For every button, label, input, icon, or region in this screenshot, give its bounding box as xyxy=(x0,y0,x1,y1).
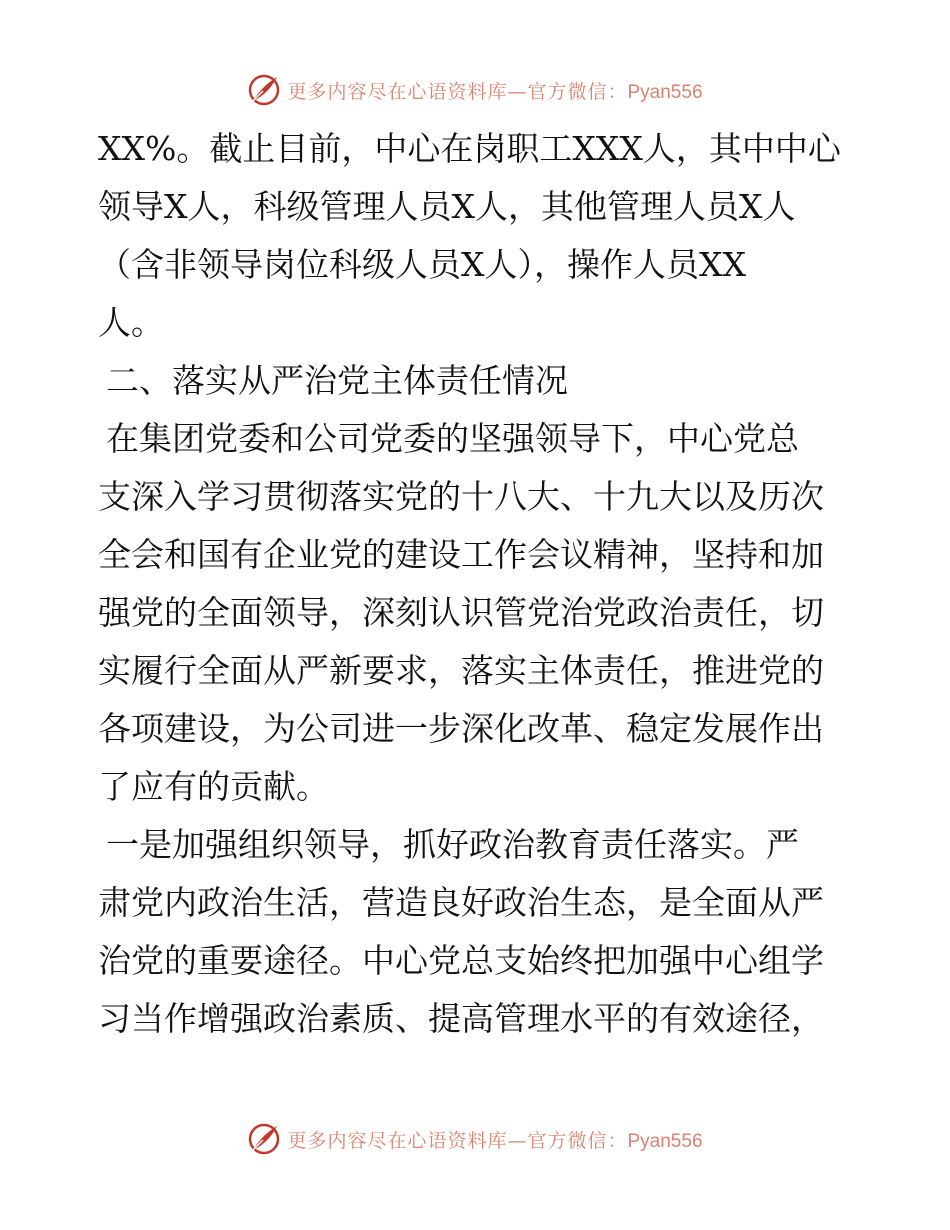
text-line: 了应有的贡献。 xyxy=(98,767,329,806)
text-line: （含非领导岗位科级人员X人），操作人员XX xyxy=(98,245,746,284)
text-line: 强党的全面领导，深刻认识管党治党政治责任，切 xyxy=(98,593,824,632)
watermark-header xyxy=(0,70,950,110)
watermark-text: 更多内容尽在心语资料库—官方微信：Pyan556 xyxy=(287,1129,703,1152)
text-line: 一是加强组织领导，抓好政治教育责任落实。严 xyxy=(106,825,799,864)
section-heading-text: 二、落实从严治党主体责任情况 xyxy=(106,361,568,400)
watermark-footer xyxy=(0,1119,950,1159)
text-line: 全会和国有企业党的建设工作会议精神，坚持和加 xyxy=(98,535,824,574)
watermark-text: 更多内容尽在心语资料库—官方微信：Pyan556 xyxy=(287,80,703,103)
text-line: 人。 xyxy=(98,303,164,342)
text-line: 治党的重要途径。中心党总支始终把加强中心组学 xyxy=(98,941,824,980)
text-line: 实履行全面从严新要求，落实主体责任，推进党的 xyxy=(98,651,824,690)
text-line: 在集团党委和公司党委的坚强领导下，中心党总 xyxy=(106,419,799,458)
paragraph-staff-count xyxy=(98,120,858,352)
text-line: XX%。截止目前，中心在岗职工XXX人，其中中心 xyxy=(98,129,841,168)
text-line: 各项建设，为公司进一步深化改革、稳定发展作出 xyxy=(98,709,824,748)
text-line: 领导X人，科级管理人员X人，其他管理人员X人 xyxy=(98,187,796,226)
section-heading xyxy=(98,352,858,410)
document-body xyxy=(98,120,858,1048)
paragraph-party-leadership xyxy=(98,410,858,816)
feather-quill-logo-icon xyxy=(247,73,281,107)
paragraph-organization xyxy=(98,816,858,1048)
wechat-id: Pyan556 xyxy=(627,81,703,103)
feather-quill-logo-icon xyxy=(247,1122,281,1156)
text-line: 支深入学习贯彻落实党的十八大、十九大以及历次 xyxy=(98,477,824,516)
text-line: 习当作增强政治素质、提高管理水平的有效途径， xyxy=(98,999,824,1038)
wechat-id: Pyan556 xyxy=(627,1130,703,1152)
text-line: 肃党内政治生活，营造良好政治生态，是全面从严 xyxy=(98,883,824,922)
